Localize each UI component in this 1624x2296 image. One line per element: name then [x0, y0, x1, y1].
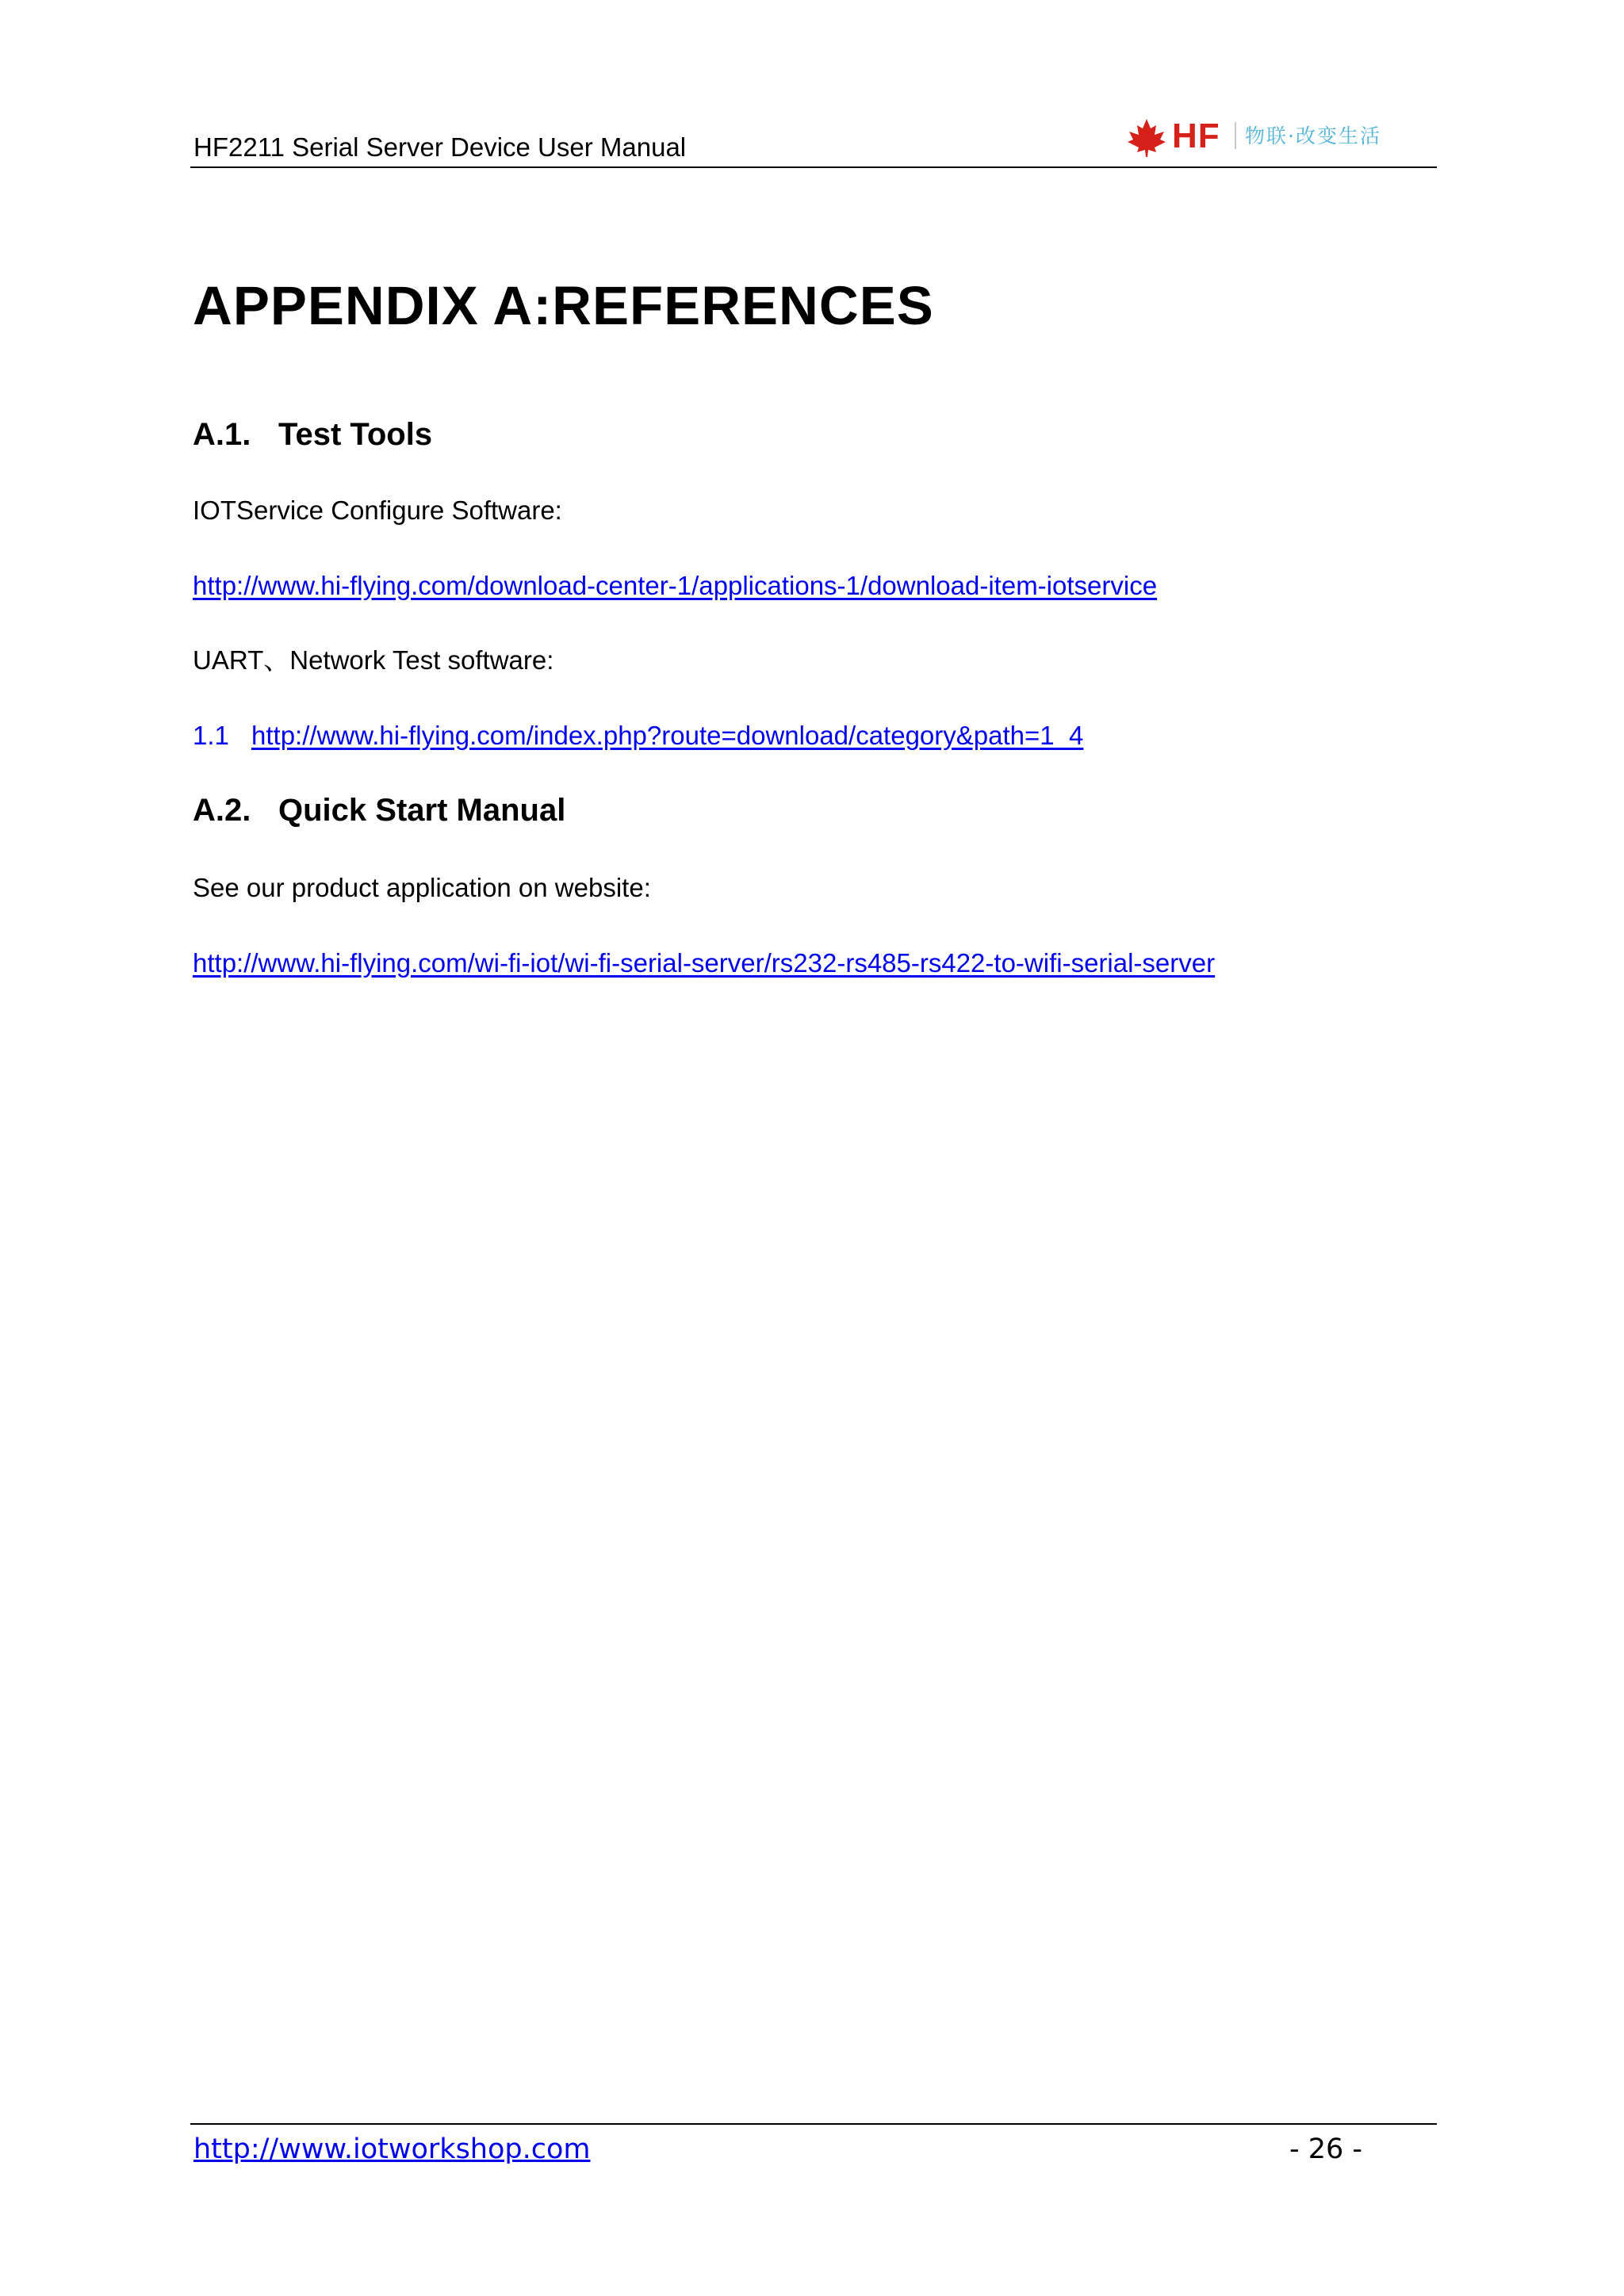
page-title: APPENDIX A:REFERENCES: [193, 275, 934, 336]
section-number: A.2.: [193, 793, 251, 828]
section-heading-test-tools: [193, 415, 432, 453]
paragraph-uart-label: UART、Network Test software:: [193, 645, 554, 675]
iotservice-download-link[interactable]: http://www.hi-flying.com/download-center-1/applications-1/download-item-iotservice: [193, 571, 1158, 600]
paragraph-iotservice-label: IOTService Configure Software:: [193, 496, 562, 525]
logo-wordmark: HF: [1172, 117, 1220, 155]
list-item-uart-link: [193, 720, 1083, 752]
paragraph-iotservice-link: [193, 570, 1157, 602]
section-title: Test Tools: [278, 417, 433, 452]
product-application-link[interactable]: http://www.hi-flying.com/wi-fi-iot/wi-fi-serial-server/rs232-rs485-rs422-to-wifi-serial-server: [193, 948, 1216, 978]
maple-leaf-icon: [1126, 117, 1167, 159]
hf-logo: [1126, 117, 1443, 155]
uart-test-download-link[interactable]: http://www.hi-flying.com/index.php?route=download/category&path=1_4: [251, 721, 1084, 750]
paragraph-product-link: [193, 947, 1215, 979]
section-heading-quick-start: [193, 791, 565, 829]
logo-slogan: 物联·改变生活: [1245, 124, 1381, 147]
list-number: 1.1: [193, 721, 229, 750]
paragraph-product-label: See our product application on website:: [193, 873, 651, 902]
document-title: HF2211 Serial Server Device User Manual: [193, 132, 687, 162]
page-number: - 26 -: [1289, 2133, 1363, 2165]
section-title: Quick Start Manual: [278, 793, 566, 828]
logo-divider: [1235, 122, 1236, 149]
footer-website-link[interactable]: http://www.iotworkshop.com: [193, 2133, 591, 2165]
page-header: [190, 117, 1437, 168]
page-footer: [190, 2123, 1437, 2172]
section-number: A.1.: [193, 417, 251, 452]
